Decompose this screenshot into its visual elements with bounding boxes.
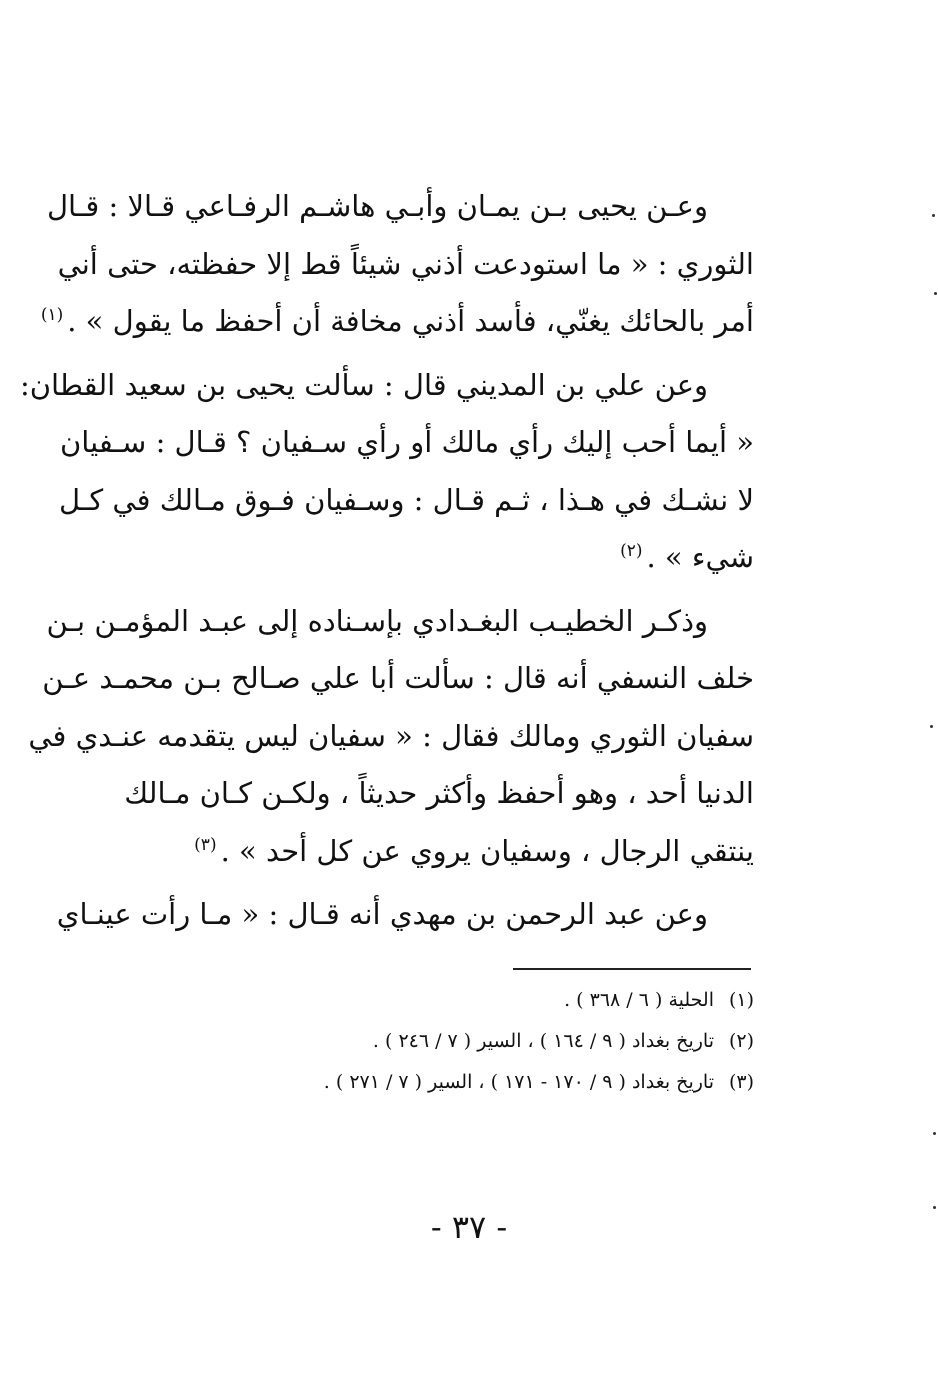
footnotes [160, 980, 754, 1103]
footnote-number: (٣) [728, 1071, 754, 1093]
text-line: وعن علي بن المديني قال : سألت يحيى بن سعيد القطان: [19, 367, 708, 402]
text-line: سفيان الثوري ومالك فقال : « سفيان ليس يتقدمه عنـدي في [28, 718, 754, 753]
text-line: « أيما أحب إليك رأي مالك أو رأي سـفيان ؟ قـال : سـفيان [60, 425, 754, 459]
scan-speck [930, 725, 933, 728]
text-line-content: أمر بالحائك يغنّي، فأسد أذني مخافة أن أحفظ ما يقول » . [67, 304, 754, 338]
text-line: وعـن يحيى بـن يمـان وأبـي هاشـم الرفـاعي قـالا : قـال [46, 189, 708, 223]
text-line-content: شيء » . [646, 540, 754, 574]
footnote [160, 1062, 754, 1103]
scan-speck [932, 214, 935, 217]
footnote-ref: (٣) [194, 834, 217, 855]
footnote [160, 1021, 754, 1062]
scan-speck [933, 1132, 936, 1135]
paragraph-1 [40, 178, 754, 351]
paragraph-2 [19, 357, 754, 587]
footnote-text: تاريخ بغداد ( ٩ / ١٧٠ - ١٧١ ) ، السير ( ٧ / ٢٧١ ) . [323, 1071, 714, 1093]
text-line: لا نشـك في هـذا ، ثـم قـال : وسـفيان فـوق مـالك في كـل [58, 482, 754, 517]
text-line-content: ينتقي الرجال ، وسفيان يروي عن كل أحد » . [220, 833, 754, 868]
footnote-number: (٢) [728, 1030, 754, 1052]
paragraph-4 [56, 886, 754, 944]
text-line: خلف النسفي أنه قال : سألت أبا علي صـالح بـن محمـد عـن [42, 661, 754, 695]
text-line: الثوري : « ما استودعت أذني شيئاً قط إلا حفظته، حتى أني [57, 246, 754, 281]
footnote-ref: (١) [40, 305, 64, 326]
footnote [160, 980, 754, 1021]
footnote-ref: (٢) [620, 541, 643, 562]
text-line [40, 293, 754, 351]
text-line: الدنيا أحد ، وهو أحفظ وأكثر حديثاً ، ولكـن كـان مـالك [124, 776, 754, 810]
footnote-text: الحلية ( ٦ / ٣٦٨ ) . [564, 989, 714, 1011]
scan-speck [933, 1206, 936, 1209]
main-text [19, 178, 754, 944]
footnote-separator [513, 968, 751, 970]
page-number: - ٣٧ - [430, 1208, 508, 1246]
footnote-number: (١) [728, 989, 754, 1011]
footnote-text: تاريخ بغداد ( ٩ / ١٦٤ ) ، السير ( ٧ / ٢٤٦ ) . [372, 1030, 714, 1052]
text-line [160, 823, 754, 881]
scan-speck [934, 292, 937, 295]
text-line: وعن عبد الرحمن بن مهدي أنه قـال : « مـا رأت عينـاي [56, 897, 708, 931]
paragraph-3 [28, 593, 754, 881]
text-line [160, 529, 754, 587]
text-line: وذكـر الخطيـب البغـدادي بإسـناده إلى عبـد المؤمـن بـن [46, 603, 708, 638]
